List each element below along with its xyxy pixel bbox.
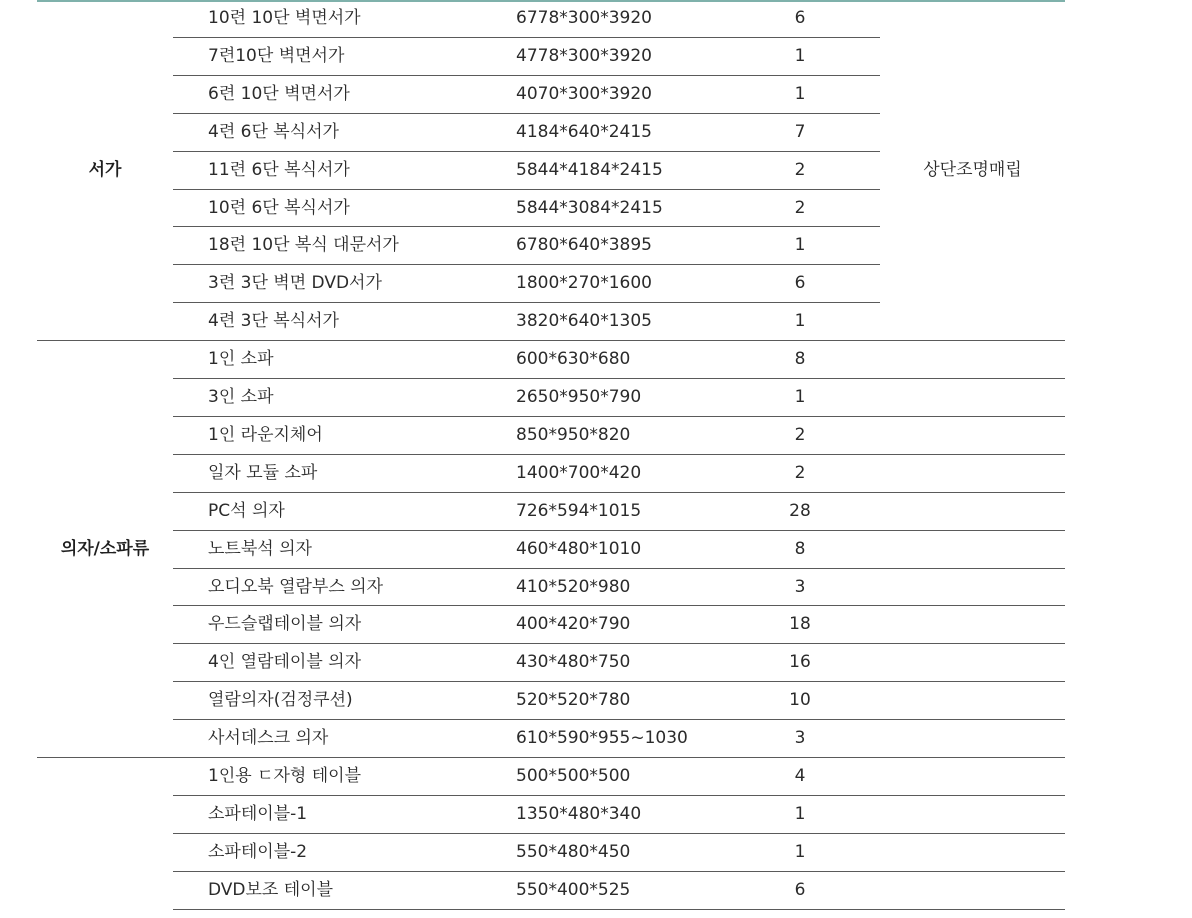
item-size: 850*950*820 <box>516 424 631 445</box>
item-quantity: 18 <box>789 614 811 635</box>
item-quantity: 2 <box>794 197 806 218</box>
item-name: 4련 3단 복식서가 <box>208 311 339 332</box>
item-size: 6778*300*3920 <box>516 8 652 28</box>
row-divider <box>173 454 1065 455</box>
item-size: 4070*300*3920 <box>516 83 652 104</box>
item-quantity: 7 <box>794 121 806 142</box>
item-size: 550*480*450 <box>516 841 631 862</box>
item-size: 610*590*955~1030 <box>516 728 688 749</box>
item-quantity: 3 <box>794 576 806 597</box>
item-size: 430*480*750 <box>516 652 631 673</box>
item-quantity: 8 <box>794 538 806 559</box>
item-name: 1인용 ㄷ자형 테이블 <box>208 766 361 786</box>
item-name: 3련 3단 벽면 DVD서가 <box>208 273 382 294</box>
item-size: 600*630*680 <box>516 349 631 370</box>
item-name: 노트북석 의자 <box>208 538 312 559</box>
row-divider <box>173 113 880 114</box>
item-quantity: 6 <box>794 273 806 294</box>
item-quantity: 16 <box>789 652 811 673</box>
item-size: 1800*270*1600 <box>516 273 652 294</box>
row-divider <box>173 605 1065 606</box>
item-name: 7련10단 벽면서가 <box>208 45 345 66</box>
item-quantity: 6 <box>794 879 806 900</box>
item-quantity: 2 <box>794 424 806 445</box>
item-quantity: 28 <box>789 500 811 521</box>
group-divider <box>173 909 1065 910</box>
item-name: 사서데스크 의자 <box>208 728 329 749</box>
item-size: 520*520*780 <box>516 690 631 711</box>
item-size: 460*480*1010 <box>516 538 642 559</box>
row-divider <box>173 833 1065 834</box>
row-divider <box>173 75 880 76</box>
top-border <box>37 0 1065 2</box>
row-divider <box>173 568 1065 569</box>
item-name: 1인 라운지체어 <box>208 424 323 445</box>
item-quantity: 4 <box>794 766 806 786</box>
row-divider <box>173 37 880 38</box>
item-size: 2650*950*790 <box>516 387 642 407</box>
row-divider <box>173 151 880 152</box>
item-name: 3인 소파 <box>208 387 274 407</box>
item-name: PC석 의자 <box>208 500 285 521</box>
item-quantity: 3 <box>794 728 806 749</box>
item-name: DVD보조 테이블 <box>208 879 334 900</box>
row-divider <box>173 416 1065 417</box>
item-name: 18련 10단 복식 대문서가 <box>208 235 399 256</box>
item-quantity: 1 <box>794 387 806 407</box>
item-name: 6련 10단 벽면서가 <box>208 83 350 104</box>
row-divider <box>173 530 1065 531</box>
item-size: 5844*3084*2415 <box>516 197 663 218</box>
item-quantity: 1 <box>794 45 806 66</box>
item-quantity: 1 <box>794 803 806 824</box>
item-quantity: 10 <box>789 690 811 711</box>
item-name: 소파테이블-2 <box>208 841 308 862</box>
item-size: 6780*640*3895 <box>516 235 652 256</box>
item-quantity: 1 <box>794 83 806 104</box>
group-note: 상단조명매립 <box>923 159 1022 180</box>
item-size: 5844*4184*2415 <box>516 159 663 180</box>
item-name: 일자 모듈 소파 <box>208 462 318 483</box>
item-quantity: 1 <box>794 311 806 332</box>
item-size: 400*420*790 <box>516 614 631 635</box>
item-size: 4778*300*3920 <box>516 45 652 66</box>
item-quantity: 1 <box>794 235 806 256</box>
item-quantity: 1 <box>794 841 806 862</box>
item-size: 726*594*1015 <box>516 500 642 521</box>
item-size: 3820*640*1305 <box>516 311 652 332</box>
row-divider <box>173 378 1065 379</box>
row-divider <box>173 719 1065 720</box>
item-name: 오디오북 열람부스 의자 <box>208 576 384 597</box>
item-size: 1350*480*340 <box>516 803 642 824</box>
row-divider <box>173 681 1065 682</box>
row-divider <box>173 226 880 227</box>
group-divider <box>37 757 1065 758</box>
item-name: 1인 소파 <box>208 349 274 370</box>
row-divider <box>173 871 1065 872</box>
row-divider <box>173 264 880 265</box>
item-name: 4인 열람테이블 의자 <box>208 652 361 673</box>
row-divider <box>173 795 1065 796</box>
item-size: 4184*640*2415 <box>516 121 652 142</box>
item-name: 11련 6단 복식서가 <box>208 159 350 180</box>
group-divider <box>37 340 1065 341</box>
item-quantity: 2 <box>794 159 806 180</box>
item-name: 10련 10단 벽면서가 <box>208 8 361 28</box>
item-name: 열람의자(검정쿠션) <box>208 690 353 711</box>
item-size: 1400*700*420 <box>516 462 642 483</box>
item-size: 550*400*525 <box>516 879 631 900</box>
item-quantity: 2 <box>794 462 806 483</box>
row-divider <box>173 643 1065 644</box>
row-divider <box>173 189 880 190</box>
item-size: 410*520*980 <box>516 576 631 597</box>
item-quantity: 6 <box>794 8 806 28</box>
item-name: 10련 6단 복식서가 <box>208 197 350 218</box>
row-divider <box>173 492 1065 493</box>
item-name: 소파테이블-1 <box>208 803 308 824</box>
item-name: 우드슬랩테이블 의자 <box>208 614 362 635</box>
item-name: 4련 6단 복식서가 <box>208 121 339 142</box>
category-label: 의자/소파류 <box>60 538 150 559</box>
item-size: 500*500*500 <box>516 766 631 786</box>
item-quantity: 8 <box>794 349 806 370</box>
row-divider <box>173 302 880 303</box>
category-label: 서가 <box>88 159 122 180</box>
